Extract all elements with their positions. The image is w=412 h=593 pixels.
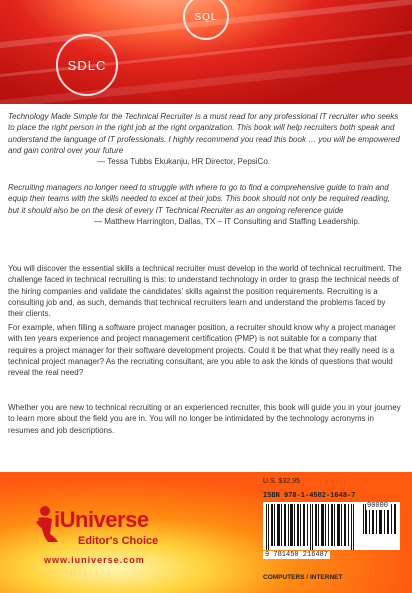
quote-attribution: — Matthew Harrington, Dallas, TX – IT Consulting and Staffing Leadership. [94,216,360,226]
publisher-url[interactable]: www.iuniverse.com [44,555,145,565]
sdlc-badge [56,34,118,96]
publisher-logo [34,504,184,574]
description-paragraph: Whether you are new to technical recruiting or an experienced recruiter, this book will guide you in your journey to learn more about the field you are in. You will no longer be intimidated by the technology acronyms in resumes and job descriptions. [8,403,401,435]
isbn-number: ISBN 978-1-4502-1648-7 [263,492,356,500]
description-paragraph: For example, when filling a software project manager position, a recruiter should know why a project manager with ten years experience and project management certification (PMP) is not suitable for a company that requires a project manager for their software development projects. Could it be that what they really need is a technical project manager? As the recruiting consultant, are you able to ask the kinds of questions that would reveal the real need? [8,323,396,378]
top-banner [0,0,412,104]
quote-text: Technology Made Simple for the Technical Recruiter is a must read for any professional IT recruiter who seeks to place the right person in the right job at the right organization. This book will help recruiters both speak and understand the language of IT professionals. I highly recommend you read this book … you will be empowered and gain control over your future [8,112,400,155]
publisher-name: iUniverse [54,507,149,532]
endorsement-quote-2 [8,182,400,227]
sql-badge-label: SQL [194,11,218,23]
quote-attribution: — Tessa Tubbs Ekukanju, HR Director, PepsiCo. [97,157,270,167]
endorsement-quote-1 [8,111,400,167]
sdlc-badge-label: SDLC [67,57,107,73]
publisher-tagline: Editor's Choice [78,535,159,547]
barcode-number: 9 781450 216487 [265,551,329,559]
description-paragraph: You will discover the essential skills a technical recruiter must develop in the world of technical recruitment. The challenge faced in technical recruiting is this: to understand technology in order to grasp the technical needs of the hiring companies and validate the candidates' skills against the position requirements. Recruiting is a consulting job and, as such, demands that technical recruiters learn and understand the problems faced by their clients. [8,264,402,319]
sql-badge [183,0,229,40]
price: U.S. $32.95 [263,478,300,485]
price-code: 90000 [367,502,389,510]
isbn [263,492,401,500]
quote-text: Recruiting managers no longer need to struggle with where to go to find a comprehensive guide to train and equip their teams with the skills needed to excel at their jobs. This book should not only be required reading, but it should also be on the desk of every IT Technical Recruiter as an ongoing reference guide [8,183,390,215]
book-category: COMPUTERS / INTERNET [263,574,343,581]
